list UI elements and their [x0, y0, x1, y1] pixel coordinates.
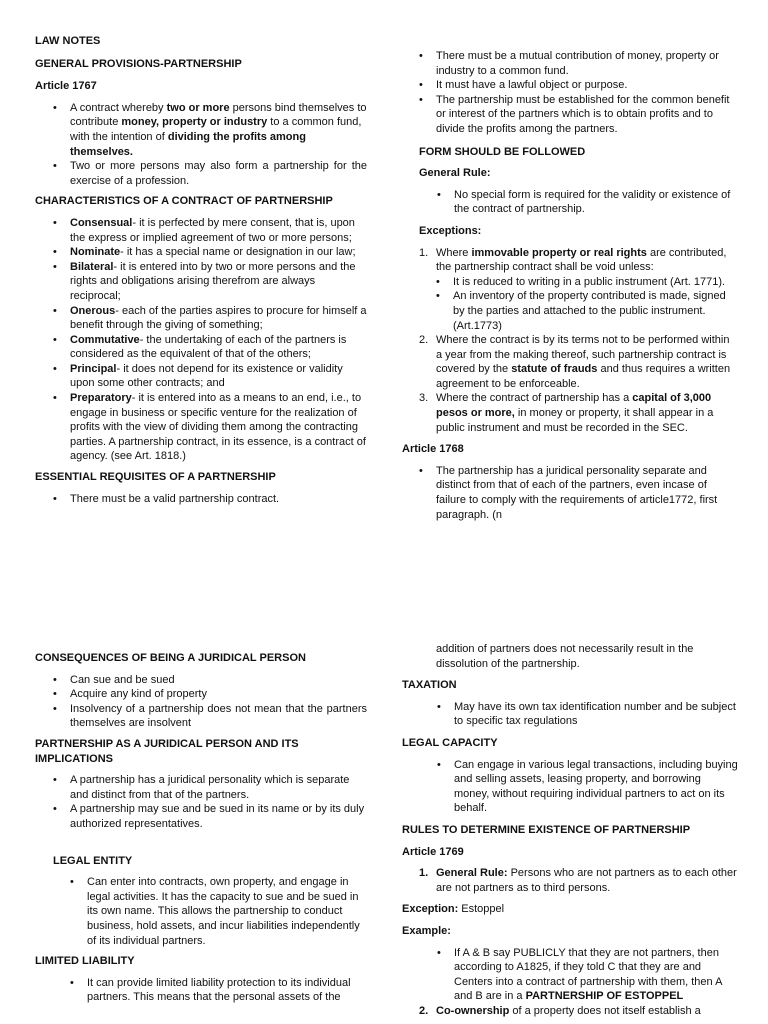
article-1768-list	[436, 464, 738, 522]
legal-capacity-list	[454, 758, 738, 816]
characteristics-list	[70, 216, 367, 464]
list-item: 3. Where the contract of partnership has a capital of 3,000 pesos or more, in money or property, it shall appear in a public instrument and must be recorded in the SEC.	[419, 392, 714, 434]
article-1768-heading: Article 1768	[402, 443, 464, 456]
page2-right-column	[402, 642, 738, 1018]
list-item: • Onerous- each of the parties aspires to procure for himself a benefit through the giving of something;	[70, 304, 367, 333]
list-item: • Can engage in various legal transactions, including buying and selling assets, leasing property, and borrowing money, without requiring individual partners to act on its behalf.	[454, 758, 738, 816]
form-heading: FORM SHOULD BE FOLLOWED	[419, 145, 586, 158]
list-item: • Bilateral- it is entered into by two or more persons and the rights and obligations arising therefrom are always reciprocal;	[70, 260, 367, 304]
list-item: • The partnership has a juridical personality separate and distinct from that of each of the partners, even incase of failure to comply with the requirements of article1772, first paragraph. (n	[436, 464, 738, 522]
list-item: • If A & B say PUBLICLY that they are not partners, then according to A1825, if they told C that they are and Centers into a contract of partnership with them, then A and B are in a PARTNERSHIP OF ESTOPPEL	[454, 946, 738, 1004]
list-item: • It is reduced to writing in a public instrument (Art. 1771).	[453, 275, 738, 290]
list-item: • Consensual- it is perfected by mere consent, that is, upon the express or implied agreement of two or more persons;	[70, 216, 367, 245]
list-item: • Acquire any kind of property	[70, 687, 367, 702]
list-item: 2. Where the contract is by its terms not to be performed within a year from the making thereof, such partnership contract is covered by the statute of frauds and thus requires a written agreement to be enforceable.	[419, 334, 731, 390]
legal-entity-list	[87, 875, 367, 948]
list-item: • No special form is required for the validity or existence of the contract of partnership.	[454, 188, 738, 217]
list-item: • Commutative- the undertaking of each of the partners is considered as the equivalent of that of the others;	[70, 333, 367, 362]
general-rule-label: General Rule:	[419, 167, 491, 180]
article-1767-heading: Article 1767	[35, 80, 97, 93]
essential-requisites-continued	[436, 49, 738, 137]
list-item: 1. General Rule: Persons who are not partners as to each other are not partners as to third persons.	[419, 867, 737, 894]
consequences-list	[70, 673, 367, 731]
list-item: • Two or more persons may also form a partnership for the exercise of a profession.	[70, 159, 367, 188]
consequences-heading: CONSEQUENCES OF BEING A JURIDICAL PERSON	[35, 652, 306, 664]
taxation-heading: TAXATION	[402, 679, 457, 692]
juridical-person-heading: PARTNERSHIP AS A JURIDICAL PERSON AND ITS IMPLICATIONS	[35, 737, 299, 765]
list-item: • Can enter into contracts, own property, and engage in legal activities. It has the capacity to sue and be sued in its own name. This allows the partnership to conduct business, hold assets, and incur liabilities independently of its individual partners.	[87, 875, 367, 948]
list-item: • It must have a lawful object or purpose.	[436, 78, 738, 93]
taxation-list	[454, 700, 738, 729]
list-item: • Insolvency of a partnership does not mean that the partners themselves are insolvent	[70, 702, 367, 731]
list-item: • It can provide limited liability protection to its individual partners. This means that the personal assets of the	[87, 976, 367, 1005]
essential-requisites-list	[70, 492, 367, 507]
continued-text: addition of partners does not necessarily result in the dissolution of the partnership.	[436, 643, 694, 670]
limited-liability-heading: LIMITED LIABILITY	[35, 955, 135, 968]
limited-liability-list	[87, 976, 367, 1005]
essential-requisites-heading: ESSENTIAL REQUISITES OF A PARTNERSHIP	[35, 471, 276, 484]
definition-list	[70, 101, 367, 189]
list-item: • There must be a mutual contribution of money, property or industry to a common fund.	[436, 49, 738, 78]
rules-list-continued	[419, 1004, 738, 1019]
list-item: • A partnership has a juridical personality which is separate and distinct from that of the partners.	[70, 773, 367, 802]
list-item: • May have its own tax identification number and be subject to specific tax regulations	[454, 700, 738, 729]
list-item: • Principal- it does not depend for its existence or validity upon some other contracts; and	[70, 362, 367, 391]
example-list	[454, 946, 738, 1004]
list-item: • A contract whereby two or more persons bind themselves to contribute money, property or industry to a common fund, with the intention of dividing the profits among themselves.	[70, 101, 367, 159]
general-rule-list	[454, 188, 738, 217]
list-item: • Can sue and be sued	[70, 673, 367, 688]
characteristics-heading: CHARACTERISTICS OF A CONTRACT OF PARTNERSHIP	[35, 195, 333, 208]
general-provisions-heading: GENERAL PROVISIONS-PARTNERSHIP	[35, 57, 242, 70]
rules-list	[419, 866, 738, 895]
law-notes-heading: LAW NOTES	[35, 35, 101, 47]
list-item: • An inventory of the property contributed is made, signed by the parties and attached to the public instrument. (Art.1773)	[453, 289, 738, 333]
list-item: 2. Co-ownership of a property does not itself establish a	[419, 1004, 701, 1017]
list-item: 1. Where immovable property or real rights are contributed, the partnership contract shall be void unless: • It is reduced to writing in a public instrument (Art. 1771). • An inventory of the property contributed is made, signed by the parties and attached to the public instrument. (Art.1773)	[436, 246, 738, 334]
list-item: • There must be a valid partnership contract.	[70, 492, 367, 507]
page1-right-column	[402, 49, 738, 522]
exceptions-list	[419, 246, 738, 436]
list-item: • The partnership must be established for the common benefit or interest of the partners which is to obtain profits and to divide the profits among the partners.	[436, 93, 738, 137]
exceptions-label: Exceptions:	[419, 224, 482, 237]
page2-left-column	[35, 651, 367, 1005]
article-1769-heading: Article 1769	[402, 845, 464, 858]
legal-entity-heading: LEGAL ENTITY	[53, 854, 133, 867]
list-item: • Nominate- it has a special name or designation in our law;	[70, 245, 367, 260]
juridical-person-list	[70, 773, 367, 831]
example-label: Example:	[402, 924, 451, 937]
exception-line: Exception: Estoppel	[402, 903, 505, 916]
list-item: • A partnership may sue and be sued in its name or by its duly authorized representatives.	[70, 802, 367, 831]
rules-heading: RULES TO DETERMINE EXISTENCE OF PARTNERSHIP	[402, 823, 691, 836]
list-item: • Preparatory- it is entered into as a means to an end, i.e., to engage in business or specific venture for the realization of profits with the view of dividing them among the contracting parties. A partnership contract, in its essence, is a contract of agency. (see Art. 1818.)	[70, 391, 367, 464]
page1-left-column	[35, 34, 367, 506]
exception-sublist	[453, 275, 738, 333]
legal-capacity-heading: LEGAL CAPACITY	[402, 736, 498, 749]
